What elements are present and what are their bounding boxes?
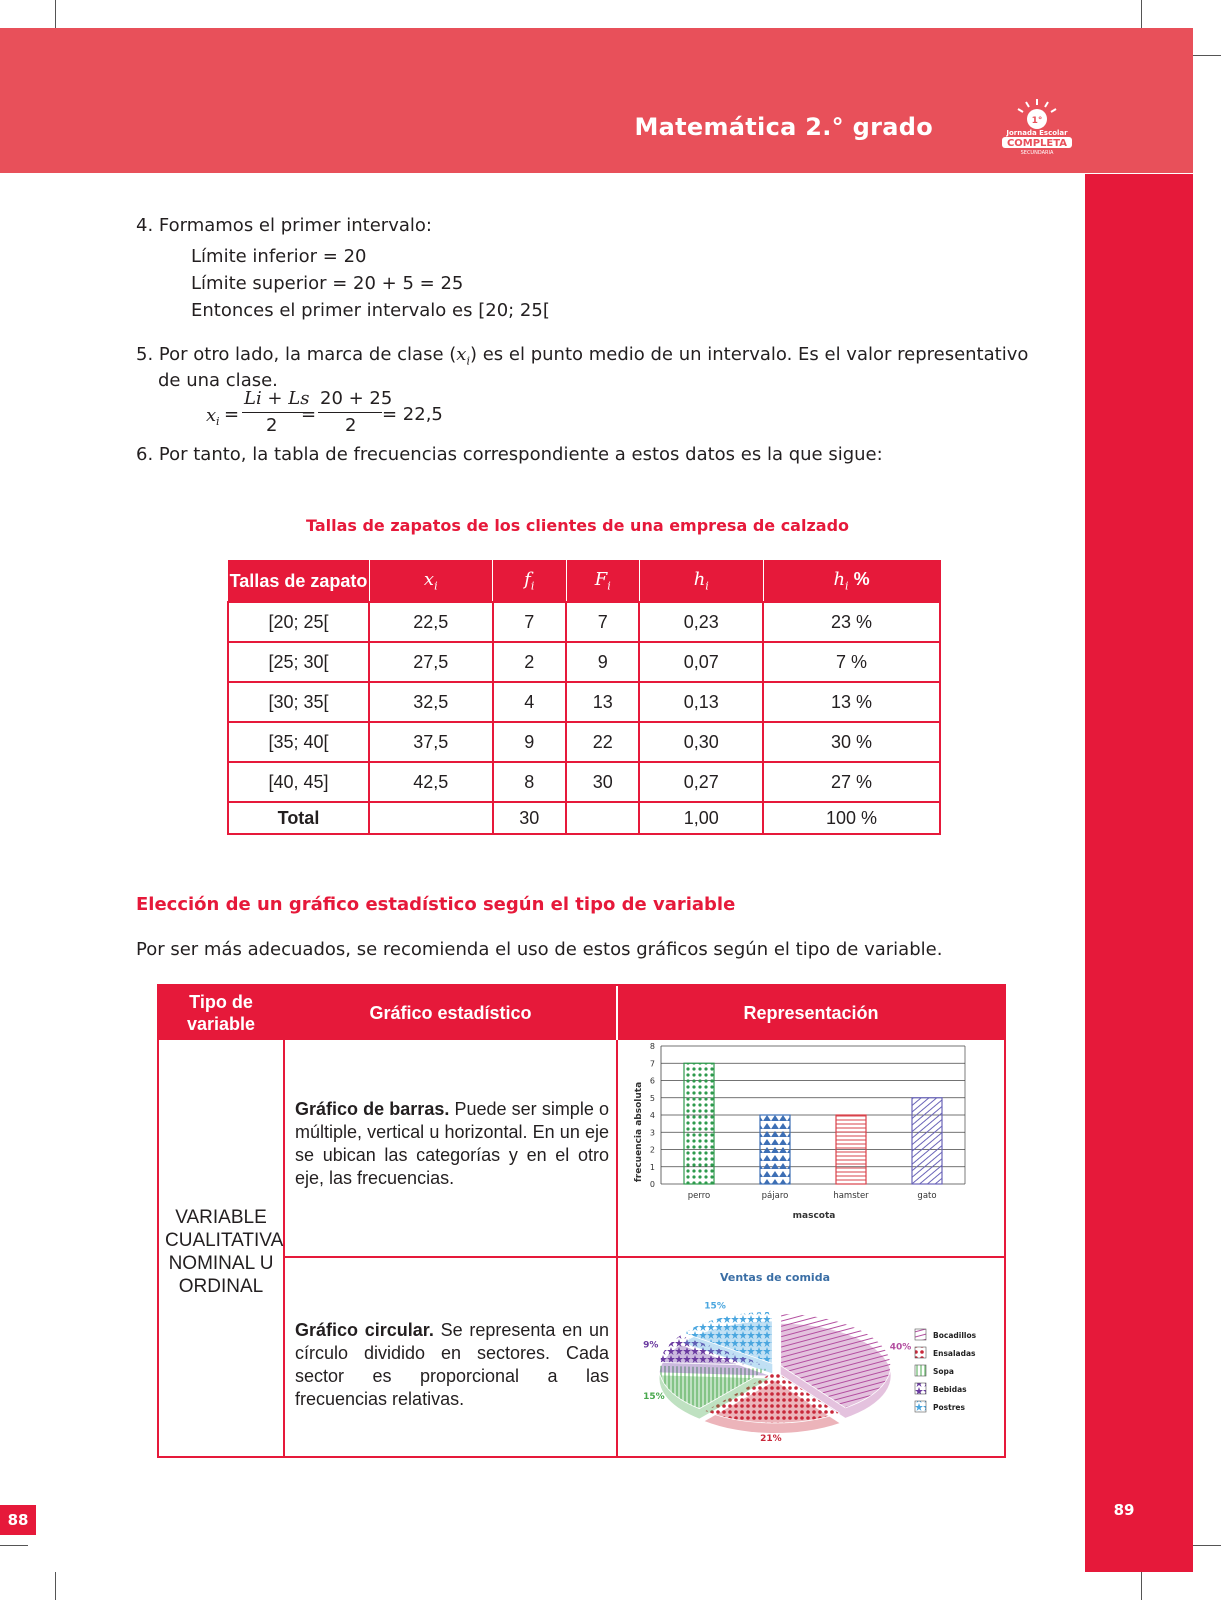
table-total-cell — [566, 802, 639, 834]
table-cell: 32,5 — [369, 682, 493, 722]
table-cell: 22 — [566, 722, 639, 762]
crop-mark — [0, 1545, 28, 1546]
table-cell: 9 — [566, 642, 639, 682]
page-number-left: 88 — [0, 1505, 36, 1535]
pie-title: Ventas de comida — [719, 1271, 831, 1284]
page-title: Matemática 2.° grado — [634, 113, 933, 141]
table-cell: [25; 30[ — [228, 642, 369, 682]
legend-label: Postres — [933, 1403, 965, 1412]
header-representation: Representación — [618, 986, 1004, 1040]
class-mark-var: x — [456, 344, 467, 365]
class-mark-sub: i — [466, 354, 470, 368]
legend-label: Bocadillos — [933, 1331, 977, 1340]
table-row — [228, 642, 940, 682]
legend-label: Ensaladas — [933, 1349, 976, 1358]
bar-ylabel: frecuencia absoluta — [634, 1081, 644, 1183]
pie-value-label: 9% — [643, 1340, 659, 1351]
table-total-cell — [369, 802, 493, 834]
fraction-bar — [318, 412, 382, 413]
y-tick-label: 2 — [649, 1145, 655, 1155]
svg-text:Jornada Escolar: Jornada Escolar — [1006, 129, 1068, 137]
y-tick-label: 6 — [649, 1076, 655, 1086]
y-tick-label: 8 — [649, 1042, 655, 1051]
formula-lhs: x — [206, 405, 217, 426]
table-cell: 30 — [566, 762, 639, 802]
table-cell: 37,5 — [369, 722, 493, 762]
table-cell: [35; 40[ — [228, 722, 369, 762]
class-mark-formula — [200, 388, 460, 445]
formula-eq: = — [224, 404, 240, 425]
legend-swatch — [915, 1383, 926, 1394]
bar-chart — [619, 1042, 1003, 1254]
bar-pájaro — [760, 1115, 790, 1184]
step-4-upper-limit: Límite superior = 20 + 5 = 25 — [191, 273, 464, 294]
crop-mark — [1141, 0, 1142, 28]
bar-hamster — [836, 1115, 866, 1184]
table-cell: 7 — [566, 602, 639, 642]
table-total-cell: Total — [228, 802, 369, 834]
col-header-fi: $f_i$ — [493, 561, 566, 603]
legend-swatch — [915, 1347, 926, 1358]
table-total-cell: 30 — [493, 802, 566, 834]
jornada-escolar-logo — [998, 97, 1076, 155]
table-cell: 0,07 — [639, 642, 763, 682]
table-cell: 4 — [493, 682, 566, 722]
fraction-bar — [242, 412, 304, 413]
crop-mark — [55, 1572, 56, 1600]
table-cell: 27 % — [763, 762, 940, 802]
table-cell: 27,5 — [369, 642, 493, 682]
legend-swatch — [915, 1365, 926, 1376]
table-cell: 2 — [493, 642, 566, 682]
pie-value-label: 21% — [760, 1433, 782, 1444]
table-row — [228, 722, 940, 762]
bar-gato — [912, 1098, 942, 1184]
y-tick-label: 1 — [649, 1162, 655, 1172]
col-header-hi: $h_i$ — [639, 561, 763, 603]
col-header-xi: $x_i$ — [369, 561, 493, 603]
table-cell: [30; 35[ — [228, 682, 369, 722]
y-tick-label: 0 — [649, 1180, 655, 1189]
legend-label: Bebidas — [933, 1385, 967, 1394]
table-total-row — [228, 802, 940, 834]
crop-mark — [1141, 1572, 1142, 1600]
col-header-Fi: $F_i$ — [566, 561, 639, 603]
formula-result: = 22,5 — [382, 404, 443, 425]
table-total-cell: 1,00 — [639, 802, 763, 834]
formula-lhs-sub: i — [216, 415, 220, 428]
table-cell: 9 — [493, 722, 566, 762]
legend-swatch — [915, 1401, 926, 1412]
table-cell: 7 % — [763, 642, 940, 682]
table-cell: 23 % — [763, 602, 940, 642]
bar-perro — [684, 1063, 714, 1184]
legend-swatch — [915, 1329, 926, 1340]
crop-mark — [1193, 55, 1221, 56]
table-cell: [20; 25[ — [228, 602, 369, 642]
header-variable-type: Tipo de variable — [159, 986, 283, 1040]
crop-mark — [1193, 1545, 1221, 1546]
pie-value-label: 40% — [889, 1342, 912, 1353]
table-cell: 42,5 — [369, 762, 493, 802]
bar-chart-description: Gráfico de barras. Puede ser simple o múltiple, vertical u horizontal. En un eje se ubican las categorías y en el otro eje, las frecuencias. — [295, 1099, 609, 1188]
table-total-cell: 100 % — [763, 802, 940, 834]
col-header-hi-pct: $h_i$ % — [763, 561, 940, 603]
pie-chart — [619, 1259, 1003, 1456]
table-cell: 22,5 — [369, 602, 493, 642]
table-cell: 0,23 — [639, 602, 763, 642]
step-5-pre: 5. Por otro lado, la marca de clase ( — [136, 344, 457, 365]
x-tick-label: perro — [687, 1191, 711, 1201]
bar-xlabel: mascota — [792, 1211, 836, 1221]
formula-num1: Li + Ls — [244, 388, 310, 409]
pie-value-label: 15% — [643, 1391, 665, 1402]
divider — [283, 986, 285, 1458]
formula-den1: 2 — [266, 415, 278, 436]
formula-eq2: = — [301, 404, 317, 425]
pie-chart-description: Gráfico circular. Se representa en un círculo dividido en sectores. Cada sector es proporcional a las frecuencias relativas. — [295, 1320, 609, 1409]
step-4-interval: Entonces el primer intervalo es [20; 25[ — [191, 300, 550, 321]
y-tick-label: 3 — [649, 1128, 655, 1138]
formula-num2: 20 + 25 — [320, 388, 393, 409]
svg-text:COMPLETA: COMPLETA — [1006, 138, 1068, 149]
divider — [616, 1040, 618, 1458]
step-5-post: ) es el punto medio de un intervalo. Es el valor representativo — [469, 344, 1029, 365]
table-cell: [40, 45] — [228, 762, 369, 802]
crop-mark — [55, 0, 56, 28]
step-4: 4. Formamos el primer intervalo: — [136, 215, 432, 236]
section-intro: Por ser más adecuados, se recomienda el uso de estos gráficos según el tipo de variable. — [136, 939, 943, 960]
table-cell: 13 % — [763, 682, 940, 722]
step-6: 6. Por tanto, la tabla de frecuencias correspondiente a estos datos es la que sigue: — [136, 444, 883, 465]
table-cell: 13 — [566, 682, 639, 722]
step-4-lower-limit: Límite inferior = 20 — [191, 246, 367, 267]
table-cell: 0,27 — [639, 762, 763, 802]
table-row — [228, 682, 940, 722]
freq-table-caption: Tallas de zapatos de los clientes de una empresa de calzado — [305, 516, 850, 535]
y-tick-label: 7 — [649, 1059, 655, 1069]
table-cell: 8 — [493, 762, 566, 802]
y-tick-label: 5 — [649, 1093, 655, 1103]
table-cell: 30 % — [763, 722, 940, 762]
section-title: Elección de un gráfico estadístico según el tipo de variable — [136, 894, 736, 915]
variable-type-label: VARIABLE CUALITATIVA NOMINAL U ORDINAL — [165, 1207, 284, 1297]
step-5-line2: de una clase. — [158, 370, 278, 391]
side-color-bar — [1085, 174, 1193, 1572]
pie-value-label: 15% — [704, 1301, 726, 1312]
x-tick-label: gato — [917, 1191, 937, 1201]
x-tick-label: hamster — [833, 1191, 869, 1201]
y-tick-label: 4 — [649, 1111, 655, 1120]
col-header-sizes: Tallas de zapato — [228, 561, 369, 603]
table-row — [228, 762, 940, 802]
formula-den2: 2 — [345, 415, 357, 436]
header-chart: Gráfico estadístico — [285, 986, 616, 1040]
divider — [285, 1256, 1004, 1258]
legend-label: Sopa — [933, 1367, 954, 1376]
page-number-right: 89 — [1106, 1495, 1142, 1525]
table-cell: 0,30 — [639, 722, 763, 762]
frequency-table — [227, 560, 941, 835]
table-row — [228, 602, 940, 642]
svg-text:1°: 1° — [1031, 116, 1043, 126]
svg-text:SECUNDARIA: SECUNDARIA — [1020, 150, 1054, 155]
table-cell: 7 — [493, 602, 566, 642]
chart-types-table — [157, 984, 1006, 1458]
x-tick-label: pájaro — [761, 1191, 789, 1201]
table-cell: 0,13 — [639, 682, 763, 722]
